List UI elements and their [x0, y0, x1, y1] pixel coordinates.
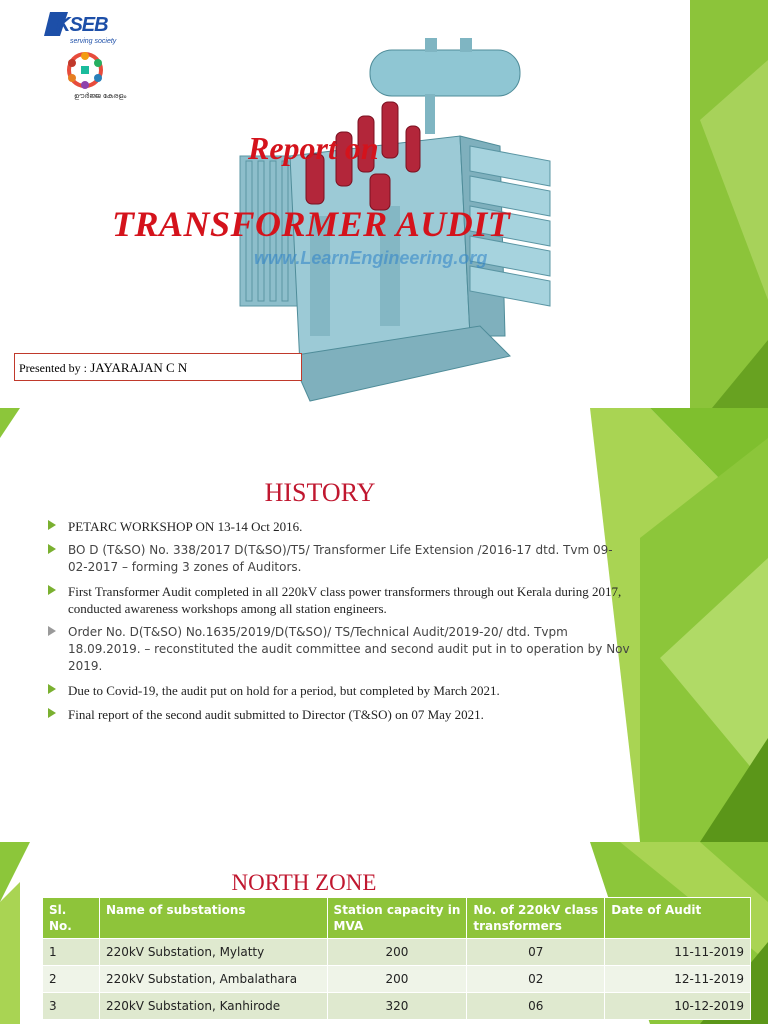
table-cell: 220kV Substation, Kanhirode	[99, 993, 327, 1020]
bullet-arrow-icon	[48, 626, 56, 636]
audit-table	[42, 897, 751, 1020]
table-cell: 200	[327, 939, 467, 966]
list-item: First Transformer Audit completed in all 220kV class power transformers through out Kerala during 2017, conducted awareness workshops among all station engineers.	[46, 583, 631, 617]
list-item: Final report of the second audit submitted to Director (T&SO) on 07 May 2021.	[46, 706, 631, 723]
presenter-label: Presented by :	[19, 361, 87, 375]
kseb-logo	[10, 8, 140, 104]
logo-tagline: serving society	[70, 38, 117, 45]
table-cell: 06	[467, 993, 605, 1020]
column-header: Name of substations	[99, 898, 327, 939]
bullet-arrow-icon	[48, 585, 56, 595]
table-row	[43, 993, 751, 1020]
logo-caption: ഊർജ്ജ കേരളം	[74, 92, 127, 100]
table-row	[43, 966, 751, 993]
report-on-heading: Report on	[248, 130, 379, 166]
bullet-arrow-icon	[48, 544, 56, 554]
list-item: Order No. D(T&SO) No.1635/2019/D(T&SO)/ TS/Technical Audit/2019-20/ dtd. Tvpm 18.09.2019. – reconstituted the audit committee and second audit put in to operation by Nov 2019.	[46, 624, 631, 675]
watermark-text: www.LearnEngineering.org	[254, 248, 488, 268]
table-cell: 3	[43, 993, 100, 1020]
column-header: Sl. No.	[43, 898, 100, 939]
list-item: Due to Covid-19, the audit put on hold for a period, but completed by March 2021.	[46, 682, 631, 699]
logo-text: KSEB	[56, 14, 108, 36]
table-cell: 10-12-2019	[605, 993, 751, 1020]
slide-title: TRANSFORMER AUDIT	[112, 204, 511, 244]
table-cell: 11-11-2019	[605, 939, 751, 966]
table-cell: 2	[43, 966, 100, 993]
table-row	[43, 939, 751, 966]
history-list	[46, 518, 631, 730]
table-cell: 320	[327, 993, 467, 1020]
history-title: HISTORY	[264, 478, 376, 507]
bullet-arrow-icon	[48, 520, 56, 530]
table-cell: 07	[467, 939, 605, 966]
table-header-row	[43, 898, 751, 939]
column-header: Station capacity in MVA	[327, 898, 467, 939]
presenter-box	[14, 353, 302, 381]
table-cell: 220kV Substation, Ambalathara	[99, 966, 327, 993]
title-slide	[0, 0, 768, 408]
column-header: Date of Audit	[605, 898, 751, 939]
list-item: PETARC WORKSHOP ON 13-14 Oct 2016.	[46, 518, 631, 535]
column-header: No. of 220kV class transformers	[467, 898, 605, 939]
history-slide	[0, 408, 768, 842]
bullet-arrow-icon	[48, 708, 56, 718]
presenter-name: JAYARAJAN C N	[90, 360, 188, 375]
table-cell: 200	[327, 966, 467, 993]
bullet-arrow-icon	[48, 684, 56, 694]
table-cell: 02	[467, 966, 605, 993]
table-cell: 220kV Substation, Mylatty	[99, 939, 327, 966]
north-zone-slide	[0, 842, 768, 1024]
zone-title: NORTH ZONE	[231, 870, 377, 895]
list-item: BO D (T&SO) No. 338/2017 D(T&SO)/T5/ Transformer Life Extension /2016-17 dtd. Tvm 09-02-2017 – forming 3 zones of Auditors.	[46, 542, 631, 576]
table-cell: 12-11-2019	[605, 966, 751, 993]
table-cell: 1	[43, 939, 100, 966]
